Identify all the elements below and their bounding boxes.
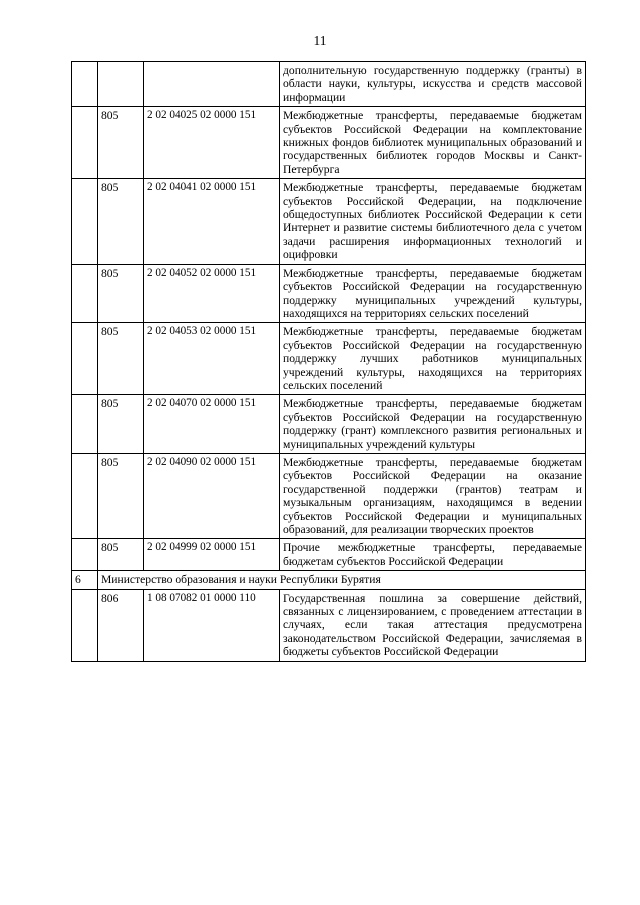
row-number-cell [72,539,98,571]
admin-code-cell: 805 [98,179,144,264]
admin-code-cell [98,62,144,107]
table-row [72,264,586,323]
description-cell: Межбюджетные трансферты, передаваемые бюджетам субъектов Российской Федерации на государственную поддержку (грант) комплексного развития региональных и муниципальных учреждений культуры [280,395,586,454]
row-number-cell [72,179,98,264]
table-row [72,589,586,661]
section-header-row [72,571,586,589]
table-row [72,62,586,107]
description-cell: Государственная пошлина за совершение действий, связанных с лицензированием, с проведением аттестации в случаях, если такая аттестация предусмотрена законодательством Российской Федерации, зачисляемая в бюджеты субъектов Российской Федерации [280,589,586,661]
budget-code-cell: 2 02 04052 02 0000 151 [144,264,280,323]
row-number-cell [72,395,98,454]
description-cell: Межбюджетные трансферты, передаваемые бюджетам субъектов Российской Федерации, на подключение общедоступных библиотек Российской Федерации к сети Интернет и развитие системы библиотечного дела с учетом задачи расширения информационных технологий и оцифровки [280,179,586,264]
row-number-cell [72,62,98,107]
admin-code-cell: 806 [98,589,144,661]
row-number-cell [72,589,98,661]
budget-code-cell: 2 02 04070 02 0000 151 [144,395,280,454]
admin-code-cell: 805 [98,453,144,538]
description-cell: Межбюджетные трансферты, передаваемые бюджетам субъектов Российской Федерации на оказание государственной поддержки (грантов) театрам и музыкальным организациям, находящимся в ведении субъектов Российской Федерации и муниципальных образований, для реализации творческих проектов [280,453,586,538]
admin-code-cell: 805 [98,107,144,179]
budget-classification-table [71,61,586,662]
table-row [72,107,586,179]
description-cell: дополнительную государственную поддержку (гранты) в области науки, культуры, искусства и средств массовой информации [280,62,586,107]
budget-code-cell: 2 02 04053 02 0000 151 [144,323,280,395]
row-number-cell [72,323,98,395]
admin-code-cell: 805 [98,395,144,454]
budget-code-cell: 2 02 04025 02 0000 151 [144,107,280,179]
table-row [72,453,586,538]
description-cell: Межбюджетные трансферты, передаваемые бюджетам субъектов Российской Федерации на государственную поддержку лучших работников муниципальных учреждений культуры, находящихся на территориях сельских поселений [280,323,586,395]
admin-code-cell: 805 [98,323,144,395]
description-cell: Прочие межбюджетные трансферты, передаваемые бюджетам субъектов Российской Федерации [280,539,586,571]
table-row [72,323,586,395]
budget-code-cell: 2 02 04999 02 0000 151 [144,539,280,571]
table-row [72,179,586,264]
budget-code-cell: 2 02 04041 02 0000 151 [144,179,280,264]
budget-code-cell [144,62,280,107]
description-cell: Межбюджетные трансферты, передаваемые бюджетам субъектов Российской Федерации на комплектование книжных фондов библиотек муниципальных образований и государственных библиотек городов Москвы и Санкт-Петербурга [280,107,586,179]
admin-code-cell: 805 [98,264,144,323]
admin-code-cell: 805 [98,539,144,571]
row-number-cell [72,264,98,323]
row-number-cell [72,107,98,179]
section-title-cell: Министерство образования и науки Республики Бурятия [98,571,586,589]
budget-code-cell: 2 02 04090 02 0000 151 [144,453,280,538]
description-cell: Межбюджетные трансферты, передаваемые бюджетам субъектов Российской Федерации на государственную поддержку муниципальных учреждений культуры, находящихся на территориях сельских поселений [280,264,586,323]
section-number-cell: 6 [72,571,98,589]
table-row [72,539,586,571]
table-row [72,395,586,454]
page-number: 11 [313,33,327,48]
row-number-cell [72,453,98,538]
budget-code-cell: 1 08 07082 01 0000 110 [144,589,280,661]
